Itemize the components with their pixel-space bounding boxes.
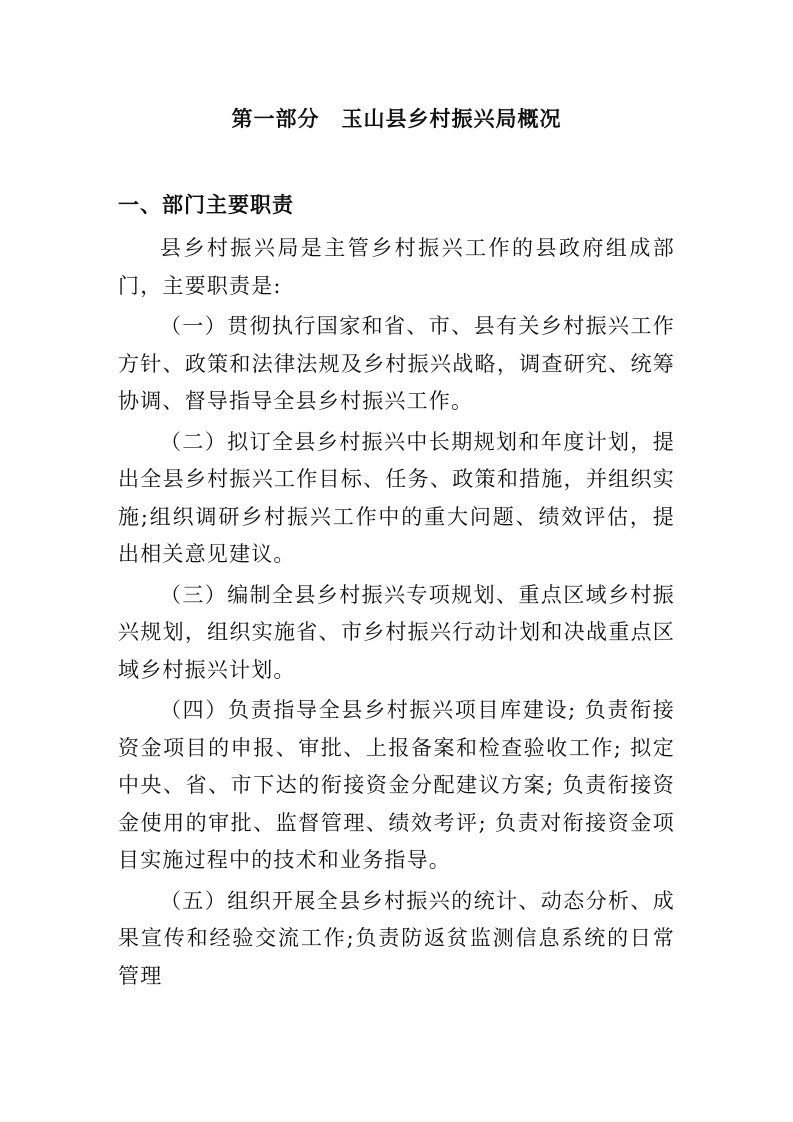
document-title: 第一部分 玉山县乡村振兴局概况 (231, 107, 562, 131)
paragraph-intro: 县乡村振兴局是主管乡村振兴工作的县政府组成部门，主要职责是: (118, 236, 675, 298)
paragraph-duty-4: （四）负责指导全县乡村振兴项目库建设; 负责衔接资金项目的申报、审批、上报备案和检查验收工作; 拟定中央、省、市下达的衔接资金分配建议方案; 负责衔接资金使用的审批、监督管理、绩效考评; 负责对衔接资金项目实施过程中的技术和业务指导。 (118, 698, 675, 872)
paragraph-duty-2: （二）拟订全县乡村振兴中长期规划和年度计划，提出全县乡村振兴工作目标、任务、政策和措施，并组织实施;组织调研乡村振兴工作中的重大问题、绩效评估，提出相关意见建议。 (118, 429, 675, 566)
paragraph-duty-1: （一）贯彻执行国家和省、市、县有关乡村振兴工作方针、政策和法律法规及乡村振兴战略，调查研究、统筹协调、督导指导全县乡村振兴工作。 (118, 314, 675, 413)
paragraph-duty-3: （三）编制全县乡村振兴专项规划、重点区域乡村振兴规划，组织实施省、市乡村振兴行动计划和决战重点区域乡村振兴计划。 (118, 582, 675, 682)
paragraph-duty-5: （五）组织开展全县乡村振兴的统计、动态分析、成果宣传和经验交流工作;负责防返贫监测信息系统的日常管理 (118, 888, 675, 988)
section-heading: 一、部门主要职责 (118, 193, 294, 217)
